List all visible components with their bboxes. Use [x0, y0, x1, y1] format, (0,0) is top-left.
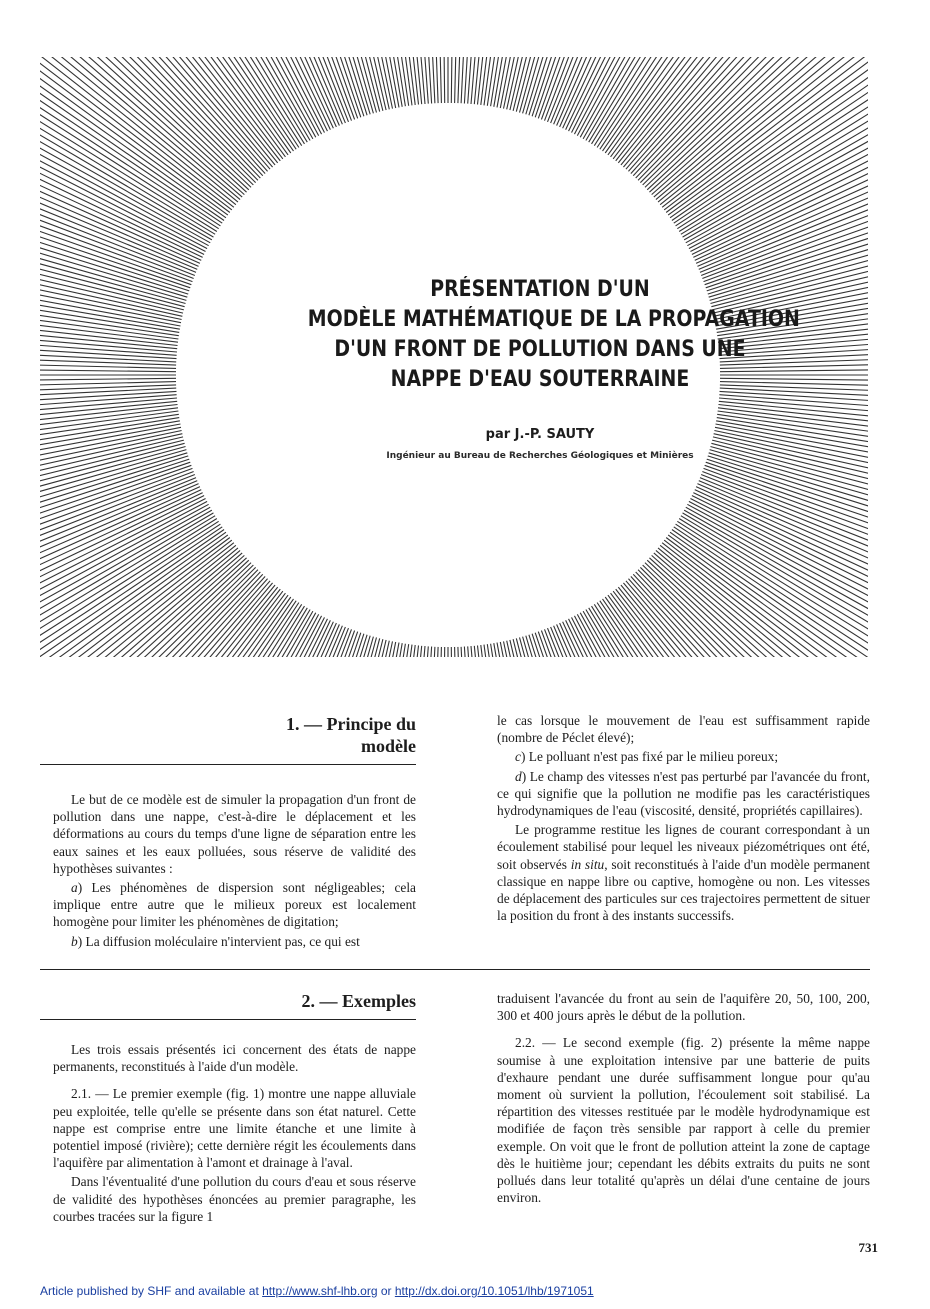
section-2-right-column: [497, 990, 870, 1208]
section-2-heading: 2. — Exemples: [301, 991, 416, 1011]
paragraph: traduisent l'avancée du front au sein de l'aquifère 20, 50, 100, 200, 300 et 400 jours après le début de la pollution.: [497, 991, 870, 1024]
affiliation: Ingénieur au Bureau de Recherches Géologiques et Minières: [386, 451, 694, 461]
paragraph: c) Le polluant n'est pas fixé par le milieu poreux;: [515, 749, 779, 765]
paragraph: a) Les phénomènes de dispersion sont négligeables; cela implique entre autre que le milieux poreux est localement homogène pour limiter les phénomènes de digitation;: [53, 880, 416, 930]
paragraph: b) La diffusion moléculaire n'intervient pas, ce qui est: [71, 933, 360, 949]
section-1-right-column: [497, 712, 870, 926]
article-title: [270, 275, 810, 395]
paragraph: le cas lorsque le mouvement de l'eau est suffisamment rapide (nombre de Péclet élevé);: [497, 713, 870, 746]
section-2-left-column: [53, 1041, 416, 1227]
section-1-rule: [40, 764, 416, 765]
paragraph: Le programme restitue les lignes de courant correspondant à un écoulement stabilisé pour lequel les niveaux piézométriques ont été, soit observés in situ, soit reconstitués à l'aide d'un modèle permanent classique en nappe libre ou captive, homogène ou non. Les vitesses de déplacement des particules sur ces trajectoires permettent de situer la position du front à des instants successifs.: [497, 822, 870, 924]
title-line-2: MODÈLE MATHÉMATIQUE DE LA PROPAGATION: [307, 307, 800, 332]
section-divider: [40, 969, 870, 970]
paragraph: Les trois essais présentés ici concernent des états de nappe permanents, reconstitués à l'aide d'un modèle.: [53, 1042, 416, 1075]
footer-middle: or: [377, 1284, 395, 1298]
page-number: 731: [858, 1240, 878, 1255]
footer-prefix: Article published by SHF and available at: [40, 1284, 263, 1298]
title-banner: [40, 57, 868, 657]
paragraph: Dans l'éventualité d'une pollution du cours d'eau et sous réserve de validité des hypothèses énoncées au premier paragraphe, les courbes tracées sur la figure 1: [53, 1174, 416, 1224]
author: par J.-P. SAUTY: [485, 427, 595, 442]
paragraph: d) Le champ des vitesses n'est pas perturbé par l'avancée du front, ce qui signifie que la pollution ne modifie pas les caractéristiques hydrodynamiques de l'eau (viscosité, densité, propriétés capillaires).: [497, 768, 870, 819]
paragraph: Le but de ce modèle est de simuler la propagation d'un front de pollution dans une nappe, c'est-à-dire le déplacement et les déformations au cours du temps d'une ligne de séparation entre les eaux saines et les eaux polluées, sous réserve de validité des hypothèses suivantes :: [53, 792, 416, 876]
title-line-4: NAPPE D'EAU SOUTERRAINE: [390, 367, 690, 392]
section-1-left-column: [53, 791, 416, 952]
title-line-1: PRÉSENTATION D'UN: [430, 277, 650, 302]
section-1-heading: [40, 713, 416, 757]
shf-link[interactable]: http://www.shf-lhb.org: [262, 1284, 378, 1298]
footer-citation: [40, 1284, 594, 1298]
paragraph: 2.2. — Le second exemple (fig. 2) présente la même nappe soumise à une exploitation intensive par une batterie de puits d'exhaure pendant une durée suffisamment longue pour qu'au moment où survient la pollution, l'écoulement soit stabilisé. La répartition des vitesses restituée par le modèle hydrodynamique est modifiée de façon très sensible par rapport à celle du premier exemple. On voit que le front de pollution atteint la zone de captage dès le huitième jour; cependant les débits extraits du puits ne sont pollués dans leur totalité qu'après un délai d'une centaine de jours environ.: [497, 1035, 870, 1206]
paragraph: 2.1. — Le premier exemple (fig. 1) montre une nappe alluviale peu exploitée, telle qu'elle se présente dans son état naturel. Cette nappe est comprise entre une limite étanche et une limite à potentiel imposé (rivière); cette dernière régit les écoulements dans l'aquifère par alimentation à l'amont et drainage à l'aval.: [53, 1086, 416, 1171]
section-1-heading-line-2: modèle: [361, 736, 416, 756]
title-line-3: D'UN FRONT DE POLLUTION DANS UNE: [334, 337, 746, 362]
doi-link[interactable]: http://dx.doi.org/10.1051/lhb/1971051: [394, 1284, 594, 1298]
section-2-rule: [40, 1019, 416, 1020]
section-1-heading-line-1: 1. — Principe du: [285, 714, 416, 734]
